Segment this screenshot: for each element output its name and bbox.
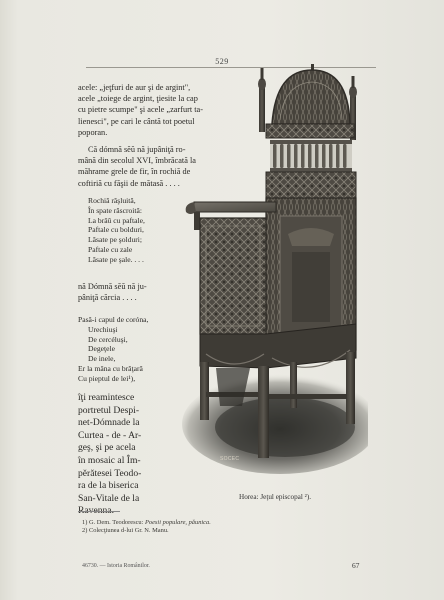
- photo-signature: SOCEC: [220, 456, 240, 462]
- text-line: ra de la biserica: [78, 480, 139, 492]
- printer-signature-line: 46730. — Istoria Românilor.: [82, 563, 150, 569]
- text-line: geş, şi pe acela: [78, 442, 136, 454]
- back-carved-band: [266, 172, 356, 198]
- text-line: net-Dómnade la: [78, 417, 140, 429]
- text-line: lienesci", pe cari le cântă tot poetul: [78, 116, 195, 126]
- text-line: portretul Despi-: [78, 404, 140, 416]
- verse-line: Degeţele: [88, 344, 115, 354]
- verse-line: Er la mâna cu brăţară: [78, 363, 143, 373]
- text-line: măhrame grele de fir, în rochiă de: [78, 167, 191, 177]
- carved-crest: [272, 70, 350, 124]
- footnote-rule: [78, 511, 120, 512]
- verse-line: Lăsate pe şale. . . .: [88, 254, 144, 264]
- side-carved-panel: [200, 218, 266, 334]
- verse-line: De inele,: [88, 354, 116, 364]
- footnote-italic: Poesii populare, păunica.: [145, 519, 211, 526]
- verse-line: La brâŭ cu paftale,: [88, 215, 145, 225]
- verse-line: Cu pieptul de lei¹),: [78, 373, 136, 383]
- text-line: în mosaic al Îm-: [78, 454, 141, 466]
- footnote-text: G. Dem. Teodorescu:: [88, 519, 145, 526]
- verse-line: De cercéluşi,: [88, 334, 128, 344]
- text-line: cu pietre scumpe" şi acele „zarfurt ta-: [78, 105, 204, 115]
- text-line: acele „toiege de argint, ţiesite la cap: [78, 94, 198, 104]
- episcopal-throne-photo: [180, 62, 368, 486]
- text-line: îţi reamintesce: [78, 392, 135, 403]
- folio-number: 67: [352, 561, 360, 570]
- text-line: Curtea - de - Ar-: [78, 429, 142, 441]
- text-line: San-Vitale de la: [78, 492, 140, 504]
- text-line: Că dómnă sĕŭ nă jupâniţă ro-: [88, 145, 186, 154]
- text-line: pâniţă cărcia . . . .: [78, 293, 137, 303]
- text-line: pĕrătesei Teodo-: [78, 467, 142, 479]
- footnote-number: 1): [82, 519, 88, 526]
- verse-line: Lăsate pe şolduri;: [88, 235, 142, 245]
- verse-line: Paftale cu zale: [88, 244, 133, 254]
- crest-rail: [266, 124, 354, 138]
- verse-line: Paftale cu bolduri,: [88, 225, 144, 235]
- page-number: 529: [215, 57, 229, 66]
- footnote: [82, 519, 211, 527]
- text-line: acele: „jeţfuri de aur şi de argint",: [78, 83, 191, 92]
- text-line: mână din secolul XVI, îmbrăcată la: [78, 156, 196, 166]
- verse-line: Urechiuşi: [88, 324, 118, 334]
- footnote-number: 2): [82, 527, 88, 535]
- verse-line: Pasă-i capul de coróna,: [78, 315, 149, 324]
- text-line: coftiriă cu făşii de mătasă . . . .: [78, 178, 180, 188]
- footnote: [82, 527, 211, 535]
- figure-caption: Horea: Jeţul episcopal ²).: [239, 493, 312, 501]
- verse-line: Rochiă răşluită,: [88, 196, 136, 205]
- text-line: poporan.: [78, 127, 108, 137]
- spindle-gallery: [270, 140, 352, 172]
- footnote-text: Colecţiunea d-lui Gr. N. Manu.: [88, 527, 169, 535]
- text-line: nă Dómnă sĕŭ nă ju-: [78, 282, 147, 291]
- verse-line: În spate răscroită:: [88, 205, 142, 215]
- footnotes: [82, 519, 211, 536]
- text-line: Ravenna.: [78, 505, 114, 517]
